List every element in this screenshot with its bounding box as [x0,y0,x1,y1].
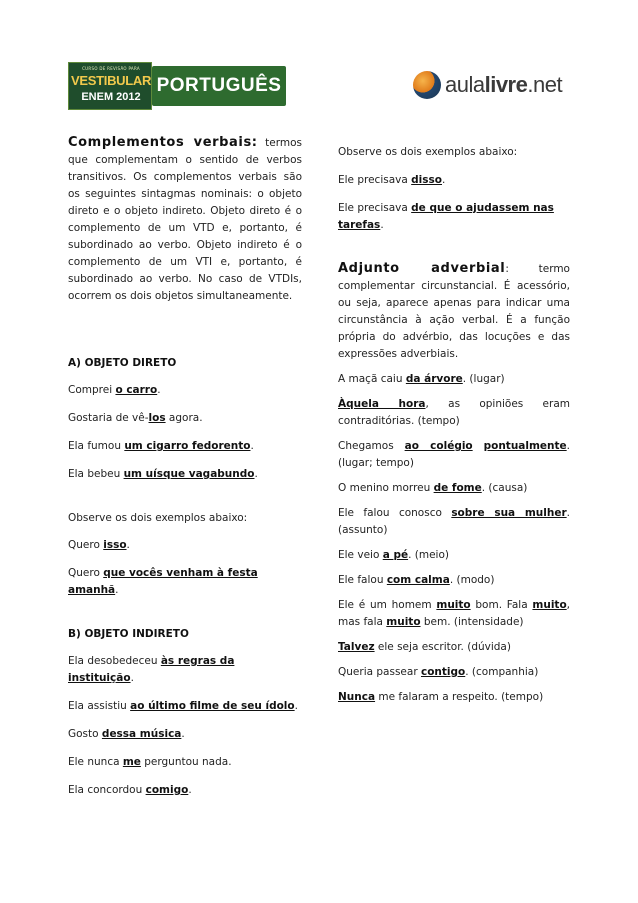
example-sentence [68,466,302,483]
section-heading-objeto-indireto: B) OBJETO INDIRETO [68,628,189,640]
example-sentence [68,754,302,771]
highlighted-term: Talvez [338,641,375,653]
highlighted-term: disso [411,174,442,186]
vestibular-badge [68,62,152,110]
example-sentence [68,698,302,715]
sentence-text: Comprei [68,384,116,396]
sentence-text: Ela desobedeceu [68,655,161,667]
sentence-text: . [181,728,185,740]
sentence-text: . (assunto) [338,507,570,536]
example-sentence [338,664,570,681]
highlighted-term: da árvore [405,373,463,385]
sentence-text: . (lugar; tempo) [338,440,570,469]
highlighted-term: dessa música [101,728,182,740]
highlighted-term: que vocês venham à festa amanhã [68,567,258,596]
sentence-text: . (meio) [408,549,449,561]
oi-compare-list [338,172,570,234]
highlighted-term: com calma [386,574,450,586]
sentence-text: Ela bebeu [68,468,124,480]
highlighted-term: isso [103,539,127,551]
course-logo [68,62,286,110]
highlighted-term: de fome [433,482,482,494]
intro-paragraph [68,134,302,305]
sentence-text: . [254,468,258,480]
sentence-text: Ele falou conosco [338,507,452,519]
example-sentence [338,597,570,631]
example-sentence [68,537,302,554]
right-column [338,134,570,706]
example-sentence [338,438,570,472]
sentence-text: Ele falou [338,574,387,586]
globe-icon [413,71,441,99]
example-sentence [338,172,570,189]
highlighted-term: ao último filme de seu ídolo [130,700,295,712]
sentence-text: Ele é um homem [338,599,437,611]
sentence-text: . [380,219,384,231]
sentence-text: ele seja escritor. (dúvida) [374,641,511,653]
sentence-text: Gostaria de vê- [68,412,149,424]
left-column [68,134,302,799]
example-sentence [68,782,302,799]
adjunto-paragraph [338,260,570,363]
sentence-text: me falaram a respeito. (tempo) [375,691,544,703]
example-sentence [68,382,302,399]
subject-banner: PORTUGUÊS [152,66,286,106]
highlighted-term: contigo [420,666,466,678]
example-sentence [338,547,570,564]
sentence-text: Ela concordou [68,784,146,796]
example-sentence [338,396,570,430]
sentence-text: . [126,539,130,551]
brand-name: aulalivre.net [445,72,563,97]
intro-title: Complementos verbais: [68,135,258,150]
highlighted-term: Nunca [338,691,376,703]
adjunto-example-list [338,371,570,706]
highlighted-term: às regras da instituição [68,655,235,684]
example-sentence [338,480,570,497]
example-sentence [68,726,302,743]
sentence-text: O menino morreu [338,482,434,494]
section-heading-objeto-direto: A) OBJETO DIRETO [68,357,177,369]
highlighted-term: a pé [382,549,409,561]
example-sentence [68,653,302,687]
sentence-text [473,440,484,452]
sentence-text: A maçã caiu [338,373,406,385]
sentence-text: . [294,700,298,712]
highlighted-term: um uísque vagabundo [123,468,255,480]
highlighted-term: pontualmente [483,440,567,452]
logo-small-text: CURSO DE REVISÃO PARA [82,66,140,71]
highlighted-term: me [122,756,141,768]
page-header [0,0,638,120]
highlighted-term: o carro [115,384,158,396]
sentence-text: . (lugar) [462,373,505,385]
od-compare-list [68,537,302,599]
sentence-text: . [188,784,192,796]
sentence-text: Gosto [68,728,102,740]
example-sentence [338,572,570,589]
highlighted-term: comigo [145,784,189,796]
sentence-text: bom. Fala [470,599,533,611]
highlighted-term: ao colégio [404,440,473,452]
observe-text: Observe os dois exemplos abaixo: [338,146,518,158]
highlighted-term: Àquela hora [338,398,426,410]
example-sentence [68,410,302,427]
sentence-text: . (causa) [481,482,528,494]
sentence-text: . [115,584,119,596]
od-example-list [68,382,302,483]
sentence-text: . [130,672,134,684]
sentence-text: Ela assistiu [68,700,131,712]
highlighted-term: sobre sua mulher [451,507,567,519]
adjunto-title: Adjunto adverbial [338,261,506,276]
example-sentence [338,505,570,539]
sentence-text: . (modo) [449,574,495,586]
sentence-text: bem. (intensidade) [420,616,524,628]
sentence-text: perguntou nada. [140,756,232,768]
sentence-text: Ele precisava [338,202,412,214]
intro-text: termos que complementam o sentido de verbos transitivos. Os complementos verbais são os seguintes sintagmas nominais: o objeto direto e o objeto indireto. Objeto direto é o complemento de um VTD e, portanto, é subordinado ao verbo. Objeto indireto é o complemento de um VTI e, portanto, é subordinado ao verbo. No caso de VTDIs, ocorrem os dois objetos simultaneamente. [68,137,302,302]
example-sentence [338,639,570,656]
logo-enem: ENEM 2012 [81,91,141,103]
sentence-text: Quero [68,567,104,579]
sentence-text: Ele nunca [68,756,123,768]
sentence-text: . [250,440,254,452]
sentence-text: Ele veio [338,549,383,561]
observe-text: Observe os dois exemplos abaixo: [68,512,248,524]
sentence-text: Chegamos [338,440,405,452]
sentence-text: Queria passear [338,666,421,678]
aulalivre-logo [413,66,573,104]
sentence-text: , mas fala [338,599,571,628]
sentence-text: agora. [165,412,203,424]
highlighted-term: um cigarro fedorento [124,440,251,452]
highlighted-term: de que o ajudassem nas tarefas [338,202,554,231]
example-sentence [68,565,302,599]
example-sentence [68,438,302,455]
sentence-text: Ele precisava [338,174,412,186]
sentence-text: Ela fumou [68,440,125,452]
highlighted-term: muito [532,599,567,611]
example-sentence [338,689,570,706]
sentence-text: . [157,384,161,396]
sentence-text: . [442,174,446,186]
sentence-text: . (companhia) [465,666,539,678]
logo-vestibular: VESTIBULAR [71,73,152,88]
highlighted-term: los [148,412,166,424]
example-sentence [338,371,570,388]
sentence-text: , as opiniões eram contraditórias. (tempo) [338,398,570,427]
adjunto-text: : termo complementar circunstancial. É acessório, ou seja, aparece apenas para indicar uma circunstância à ação verbal. É a função própria do advérbio, das locuções e das expressões adverbiais. [338,263,570,360]
highlighted-term: muito [386,616,421,628]
example-sentence [338,200,570,234]
sentence-text: Quero [68,539,104,551]
highlighted-term: muito [436,599,471,611]
oi-example-list [68,653,302,799]
